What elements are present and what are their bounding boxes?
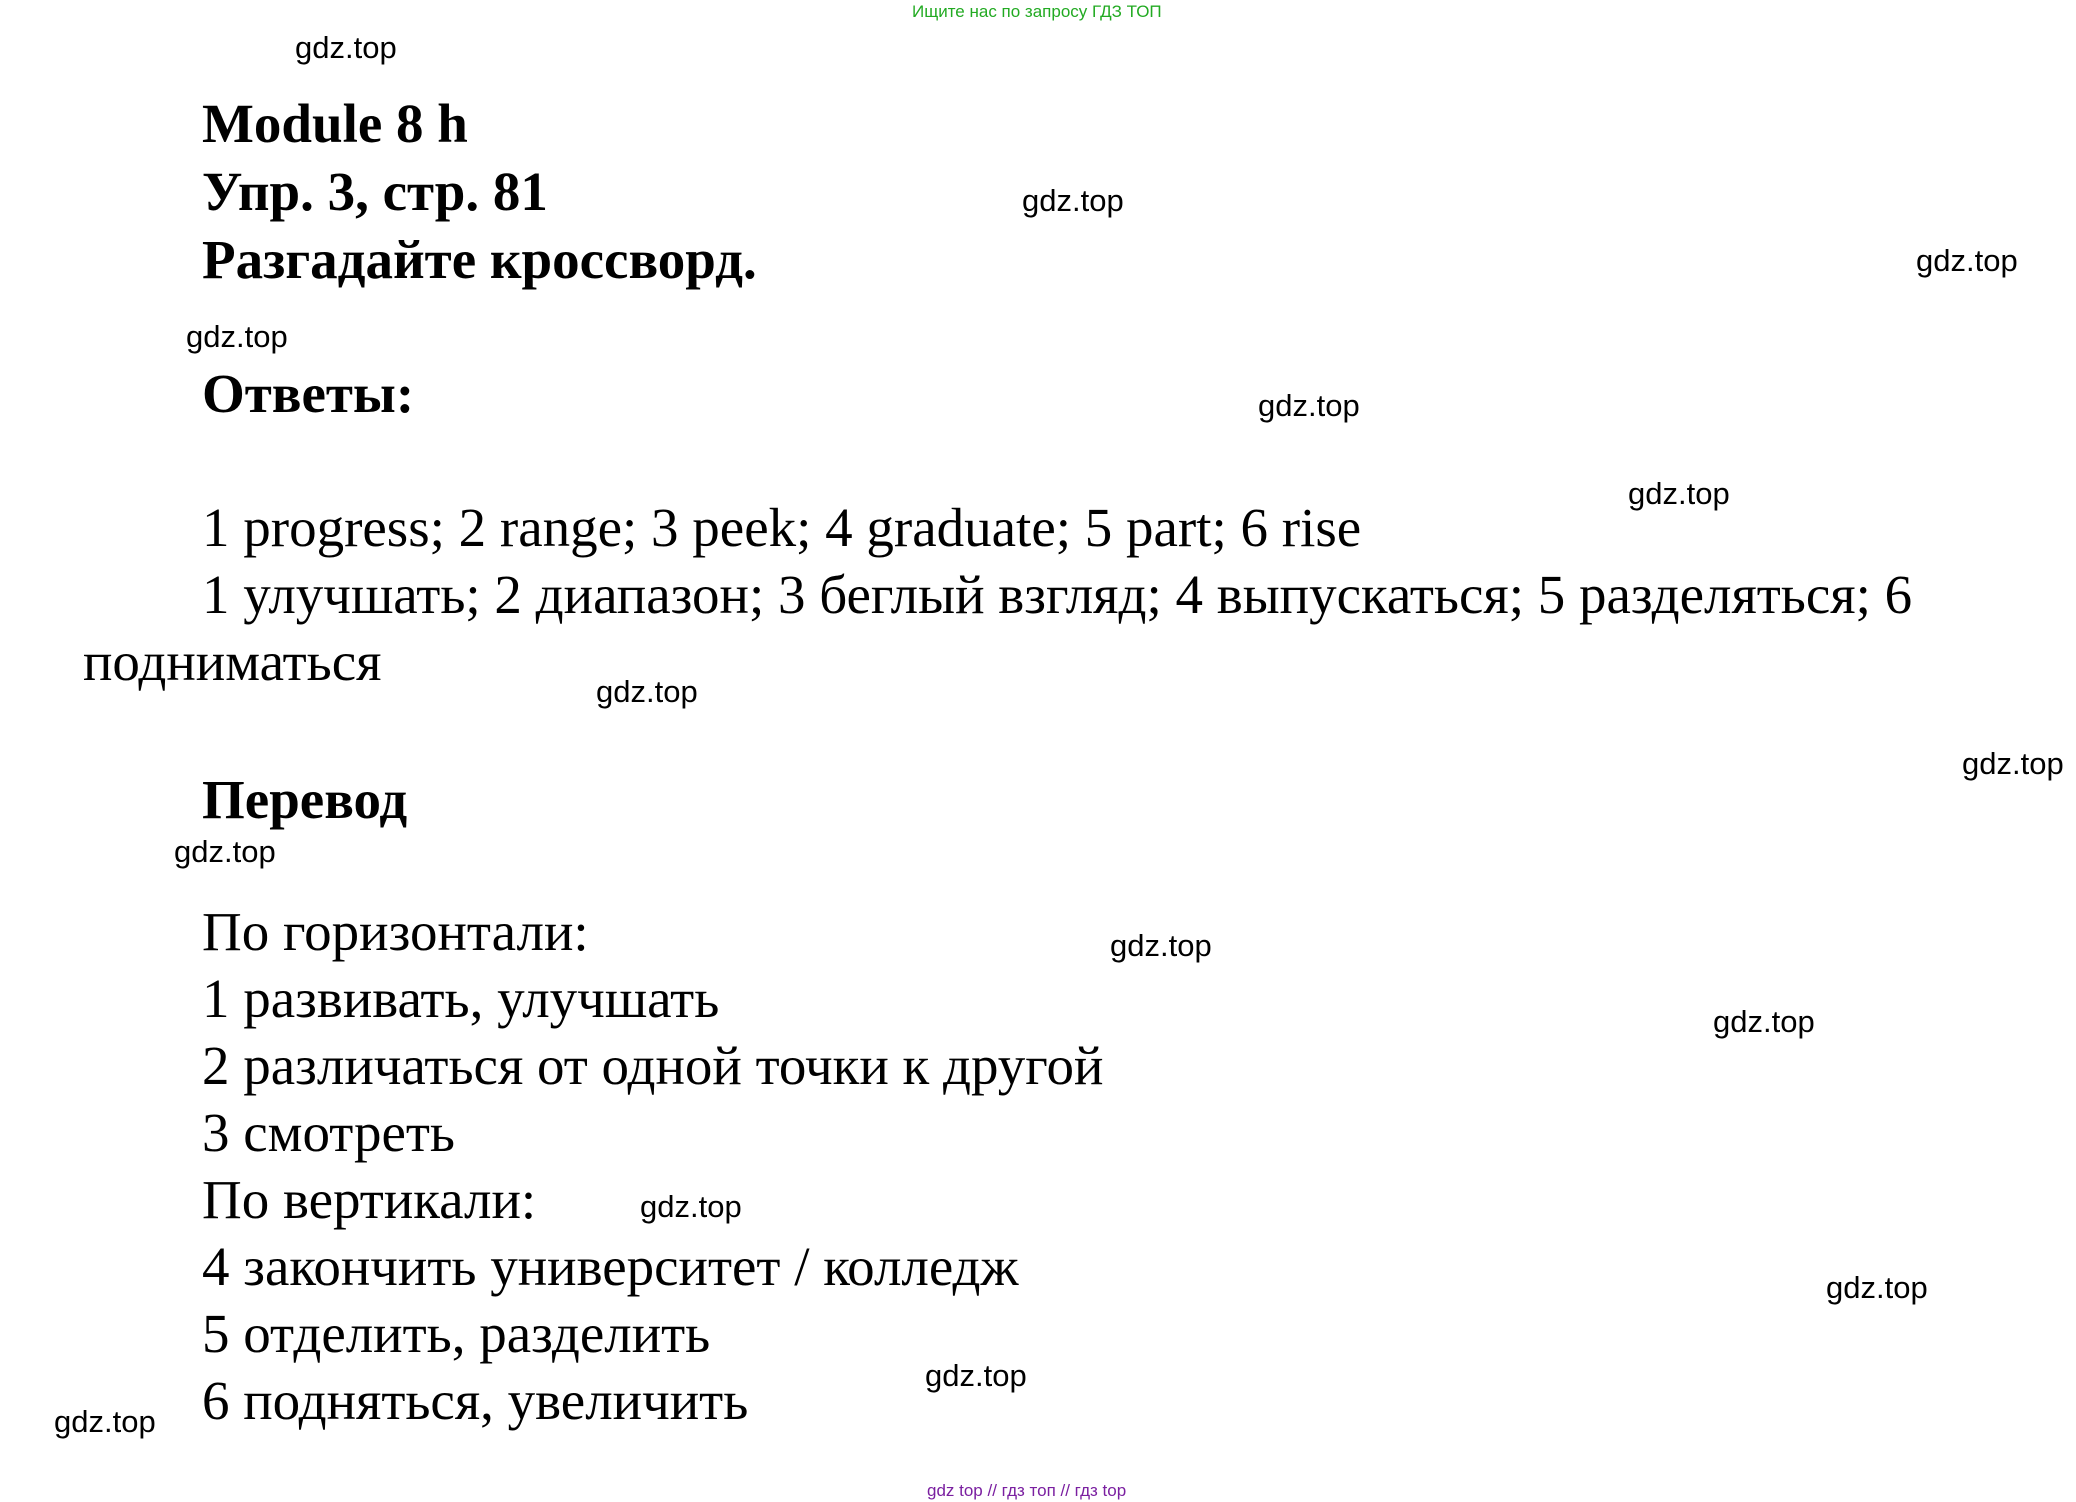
watermark: gdz.top (925, 1358, 1027, 1393)
watermark: gdz.top (54, 1404, 156, 1439)
watermark: gdz.top (295, 30, 397, 65)
translation-title: Перевод (202, 769, 408, 830)
watermark: gdz.top (1826, 1270, 1928, 1305)
watermark: gdz.top (596, 674, 698, 709)
watermark: gdz.top (1628, 476, 1730, 511)
exercise-title: Упр. 3, стр. 81 (202, 161, 548, 222)
watermark: gdz.top (1258, 388, 1360, 423)
answers-line-russian: 1 улучшать; 2 диапазон; 3 беглый взгляд; 4 выпускаться; 5 разделяться; 6 (202, 564, 1913, 625)
answers-line-russian-cont: подниматься (83, 631, 382, 692)
watermark: gdz.top (1713, 1004, 1815, 1039)
down-item: 5 отделить, разделить (202, 1303, 711, 1364)
down-label: По вертикали: (202, 1169, 537, 1230)
watermark: gdz.top (640, 1189, 742, 1224)
watermark: gdz.top (1916, 243, 2018, 278)
down-item: 4 закончить университет / колледж (202, 1236, 1019, 1297)
watermark: gdz.top (1022, 183, 1124, 218)
answers-line-english: 1 progress; 2 range; 3 peek; 4 graduate; 5 part; 6 rise (202, 497, 1362, 558)
watermark: gdz.top (174, 834, 276, 869)
down-item: 6 подняться, увеличить (202, 1370, 749, 1431)
task-title: Разгадайте кроссворд. (202, 229, 757, 290)
bottom-banner: gdz top // гдз топ // гдз top (927, 1481, 1127, 1500)
watermark: gdz.top (1110, 928, 1212, 963)
across-item: 1 развивать, улучшать (202, 968, 720, 1029)
across-item: 3 смотреть (202, 1102, 455, 1163)
across-label: По горизонтали: (202, 901, 589, 962)
module-title: Module 8 h (202, 93, 468, 154)
watermark: gdz.top (1962, 746, 2064, 781)
across-item: 2 различаться от одной точки к другой (202, 1035, 1104, 1096)
top-banner: Ищите нас по запросу ГДЗ ТОП (912, 2, 1162, 21)
answers-title: Ответы: (202, 363, 415, 424)
watermark: gdz.top (186, 319, 288, 354)
